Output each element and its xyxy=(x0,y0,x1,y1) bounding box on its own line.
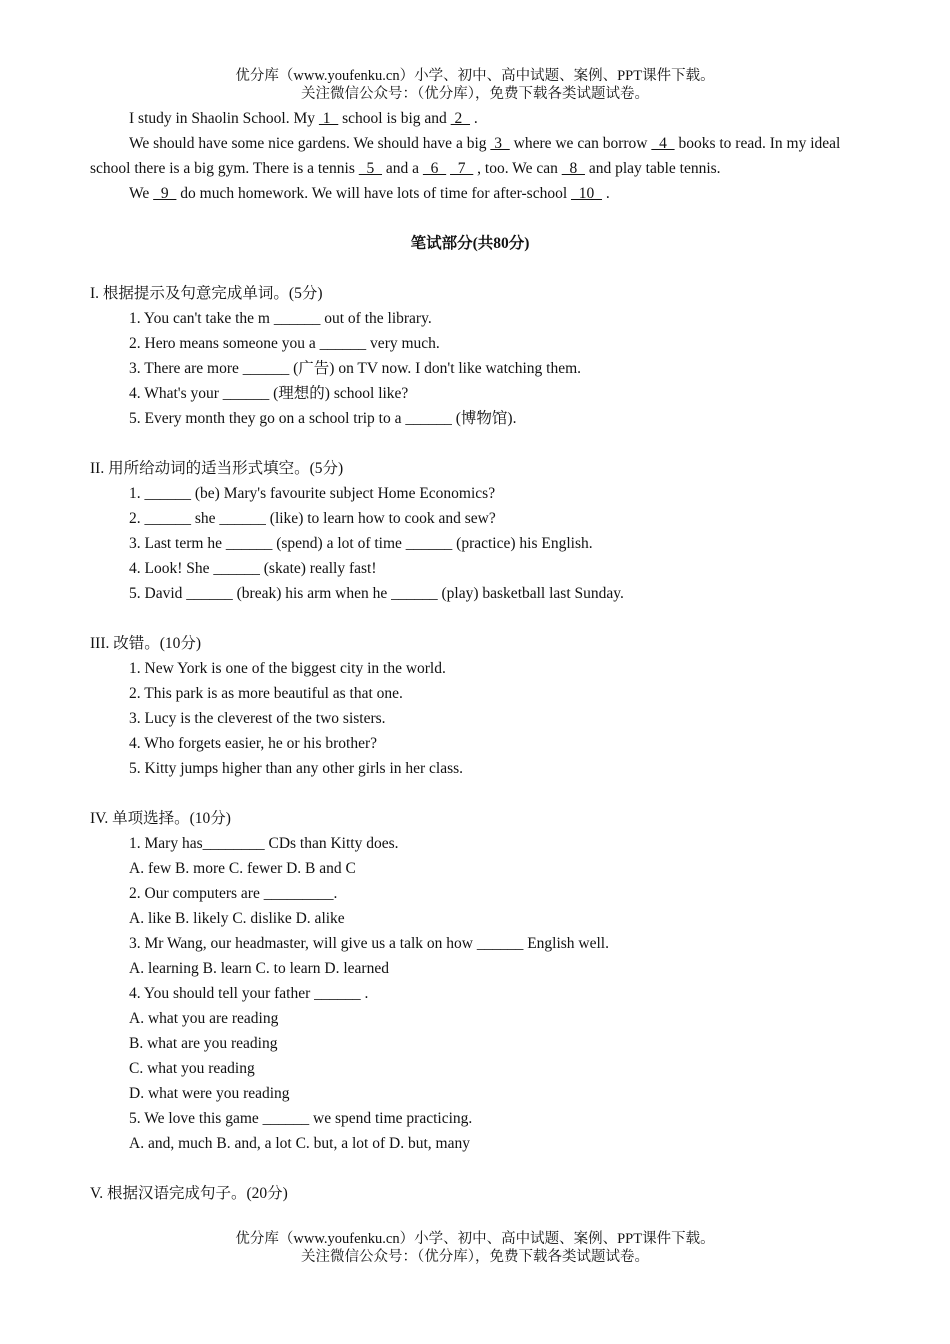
question-item: 2. This park is as more beautiful as that one. xyxy=(129,685,403,702)
question-item: 3. Last term he ______ (spend) a lot of time ______ (practice) his English. xyxy=(129,535,593,552)
question-item: 4. You should tell your father ______ . xyxy=(129,985,369,1002)
question-item: 1. Mary has________ CDs than Kitty does. xyxy=(129,835,399,852)
header-line-1: 优分库（www.youfenku.cn）小学、初中、高中试题、案例、PPT课件下载。 xyxy=(235,68,715,84)
blank-1: 1 xyxy=(318,110,339,127)
answer-options: A. learning B. learn C. to learn D. learned xyxy=(129,960,389,977)
header-line-2: 关注微信公众号：（优分库），免费下载各类试题试卷。 xyxy=(301,86,649,102)
text: We should have some nice gardens. We should have a big xyxy=(129,135,491,152)
section-5 xyxy=(90,1181,850,1206)
question-item: 2. Hero means someone you a ______ very much. xyxy=(129,335,440,352)
question-item: 5. David ______ (break) his arm when he ______ (play) basketball last Sunday. xyxy=(129,585,624,602)
question-item: 5. Kitty jumps higher than any other girls in her class. xyxy=(129,760,464,777)
question-item: 3. There are more ______ (广告) on TV now. I don't like watching them. xyxy=(129,360,582,377)
section-heading: V. 根据汉语完成句子。(20分) xyxy=(90,1185,288,1202)
text: school is big and xyxy=(338,110,451,127)
text: We xyxy=(129,185,154,202)
written-part-title: 笔试部分(共80分) xyxy=(410,235,530,252)
passage-paragraph-1 xyxy=(90,106,850,131)
blank-7: 7 xyxy=(450,160,474,177)
answer-option: A. what you are reading xyxy=(129,1010,279,1027)
blank-10: 10 xyxy=(571,185,603,202)
section-2 xyxy=(90,456,850,606)
blank-8: 8 xyxy=(561,160,585,177)
blank-9: 9 xyxy=(153,185,177,202)
passage-paragraph-3 xyxy=(90,181,850,206)
question-item: 1. You can't take the m ______ out of the library. xyxy=(129,310,432,327)
text: and a xyxy=(382,160,423,177)
footer-line-2: 关注微信公众号：（优分库），免费下载各类试题试卷。 xyxy=(301,1249,649,1265)
passage-paragraph-2 xyxy=(90,131,850,181)
question-item: 5. Every month they go on a school trip to a ______ (博物馆). xyxy=(129,410,517,427)
blank-2: 2 xyxy=(450,110,471,127)
text: , too. We can xyxy=(473,160,562,177)
section-4 xyxy=(90,806,850,1156)
text: . xyxy=(470,110,478,127)
question-item: 4. Look! She ______ (skate) really fast! xyxy=(129,560,377,577)
blank-4: 4 xyxy=(651,135,675,152)
blank-6: 6 xyxy=(422,160,447,177)
section-1 xyxy=(90,281,850,431)
answer-option: D. what were you reading xyxy=(129,1085,290,1102)
text: where we can borrow xyxy=(509,135,652,152)
question-item: 4. Who forgets easier, he or his brother? xyxy=(129,735,378,752)
question-item: 3. Lucy is the cleverest of the two sisters. xyxy=(129,710,386,727)
answer-options: A. like B. likely C. dislike D. alike xyxy=(129,910,345,927)
blank-3: 3 xyxy=(490,135,510,152)
document-body xyxy=(90,106,850,1206)
text: I study in Shaolin School. My xyxy=(129,110,319,127)
text: and play table tennis. xyxy=(584,160,721,177)
question-item: 5. We love this game ______ we spend time practicing. xyxy=(129,1110,473,1127)
question-item: 1. ______ (be) Mary's favourite subject Home Economics? xyxy=(129,485,496,502)
blank-5: 5 xyxy=(358,160,383,177)
section-heading: IV. 单项选择。(10分) xyxy=(90,810,231,827)
text: . xyxy=(602,185,610,202)
question-item: 4. What's your ______ (理想的) school like? xyxy=(129,385,409,402)
question-item: 1. New York is one of the biggest city in the world. xyxy=(129,660,446,677)
page-footer xyxy=(0,1230,950,1266)
text: do much homework. We will have lots of time for after-school xyxy=(176,185,572,202)
page-header xyxy=(0,67,950,103)
footer-line-1: 优分库（www.youfenku.cn）小学、初中、高中试题、案例、PPT课件下载。 xyxy=(235,1231,715,1247)
section-heading: III. 改错。(10分) xyxy=(90,635,202,652)
section-3 xyxy=(90,631,850,781)
section-heading: II. 用所给动词的适当形式填空。(5分) xyxy=(90,460,344,477)
question-item: 2. ______ she ______ (like) to learn how to cook and sew? xyxy=(129,510,496,527)
answer-options: A. few B. more C. fewer D. B and C xyxy=(129,860,356,877)
answer-option: C. what you reading xyxy=(129,1060,255,1077)
section-heading: I. 根据提示及句意完成单词。(5分) xyxy=(90,285,323,302)
answer-options: A. and, much B. and, a lot C. but, a lot of D. but, many xyxy=(129,1135,470,1152)
text: books to read. In my ideal school there is a big gym. There is a tennis xyxy=(90,135,841,177)
question-item: 2. Our computers are _________. xyxy=(129,885,338,902)
question-item: 3. Mr Wang, our headmaster, will give us a talk on how ______ English well. xyxy=(129,935,609,952)
answer-option: B. what are you reading xyxy=(129,1035,278,1052)
